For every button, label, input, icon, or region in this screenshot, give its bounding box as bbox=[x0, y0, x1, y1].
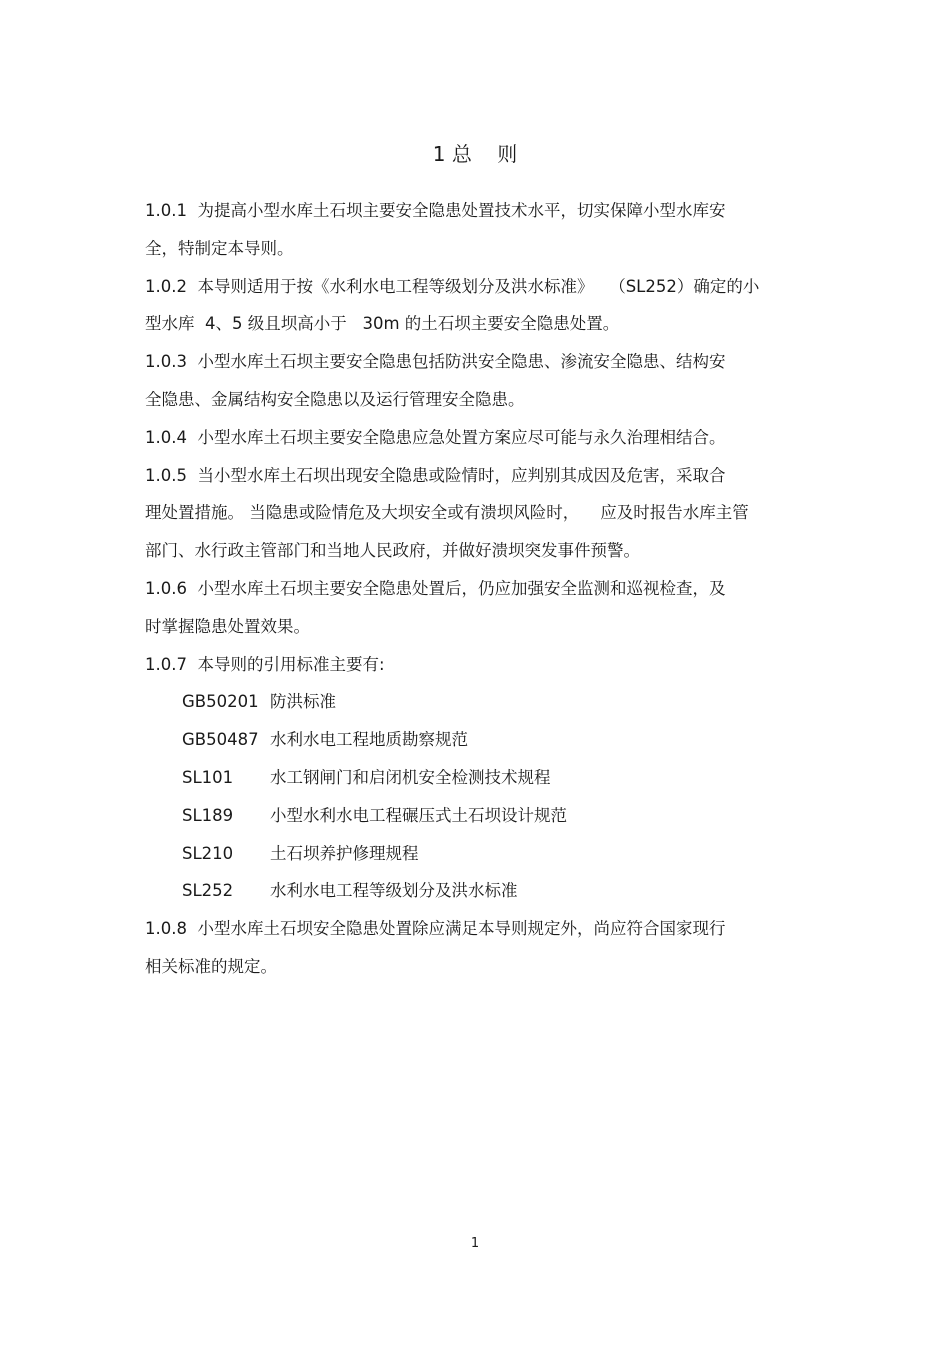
clause-line: 型水库 4、5 级且坝高小于 30m 的土石坝主要安全隐患处置。 bbox=[145, 314, 620, 334]
clause-1-0-7 bbox=[145, 646, 815, 684]
reference-item bbox=[145, 872, 815, 910]
reference-name: 水利水电工程地质勘察规范 bbox=[270, 730, 468, 750]
reference-item bbox=[145, 759, 815, 797]
reference-code: SL189 bbox=[182, 805, 234, 825]
clause-line: 1.0.7 本导则的引用标准主要有: bbox=[145, 654, 385, 674]
clause-line: 1.0.4 小型水库土石坝主要安全隐患应急处置方案应尽可能与永久治理相结合。 bbox=[145, 427, 726, 447]
clause-line: 1.0.6 小型水库土石坝主要安全隐患处置后，仍应加强安全监测和巡视检查，及 bbox=[145, 578, 726, 598]
reference-name: 水工钢闸门和启闭机安全检测技术规程 bbox=[270, 767, 551, 787]
clause-line: 1.0.1 为提高小型水库土石坝主要安全隐患处置技术水平，切实保障小型水库安 bbox=[145, 201, 726, 220]
clause-line: 部门、水行政主管部门和当地人民政府，并做好溃坝突发事件预警。 bbox=[145, 541, 640, 561]
clause-1-0-1 bbox=[145, 192, 815, 268]
page-number: 1 bbox=[470, 1236, 480, 1251]
clause-line: 相关标准的规定。 bbox=[145, 956, 277, 976]
reference-name: 防洪标准 bbox=[270, 692, 336, 712]
clause-line: 全隐患、金属结构安全隐患以及运行管理安全隐患。 bbox=[145, 389, 525, 409]
reference-code: SL101 bbox=[182, 767, 234, 787]
clause-line: 全，特制定本导则。 bbox=[145, 238, 294, 258]
clause-1-0-5 bbox=[145, 457, 815, 570]
clause-1-0-8 bbox=[145, 910, 815, 986]
reference-name: 土石坝养护修理规程 bbox=[270, 843, 419, 863]
clause-line: 1.0.2 本导则适用于按《水利水电工程等级划分及洪水标准》 （SL252）确定的小 bbox=[145, 276, 760, 296]
reference-item bbox=[145, 835, 815, 873]
document-body bbox=[145, 192, 815, 986]
chapter-title: 1 总 则 bbox=[432, 142, 518, 166]
reference-code: SL210 bbox=[182, 843, 234, 863]
reference-code: SL252 bbox=[182, 881, 234, 901]
reference-name: 小型水利水电工程碾压式土石坝设计规范 bbox=[270, 805, 567, 825]
reference-item bbox=[145, 797, 815, 835]
clause-line: 1.0.3 小型水库土石坝主要安全隐患包括防洪安全隐患、渗流安全隐患、结构安 bbox=[145, 352, 726, 372]
clause-line: 理处置措施。 当隐患或险情危及大坝安全或有溃坝风险时， 应及时报告水库主管 bbox=[145, 503, 749, 523]
reference-code: GB50201 bbox=[182, 692, 259, 712]
clause-line: 1.0.5 当小型水库土石坝出现安全隐患或险情时，应判别其成因及危害，采取合 bbox=[145, 465, 726, 485]
reference-item bbox=[145, 721, 815, 759]
clause-line: 时掌握隐患处置效果。 bbox=[145, 616, 310, 636]
clause-1-0-6 bbox=[145, 570, 815, 646]
clause-1-0-4 bbox=[145, 419, 815, 457]
clause-1-0-2 bbox=[145, 268, 815, 344]
clause-line: 1.0.8 小型水库土石坝安全隐患处置除应满足本导则规定外，尚应符合国家现行 bbox=[145, 919, 726, 939]
clause-1-0-3 bbox=[145, 343, 815, 419]
reference-list bbox=[145, 683, 815, 910]
reference-code: GB50487 bbox=[182, 730, 259, 750]
reference-name: 水利水电工程等级划分及洪水标准 bbox=[270, 881, 518, 901]
reference-item bbox=[145, 683, 815, 721]
